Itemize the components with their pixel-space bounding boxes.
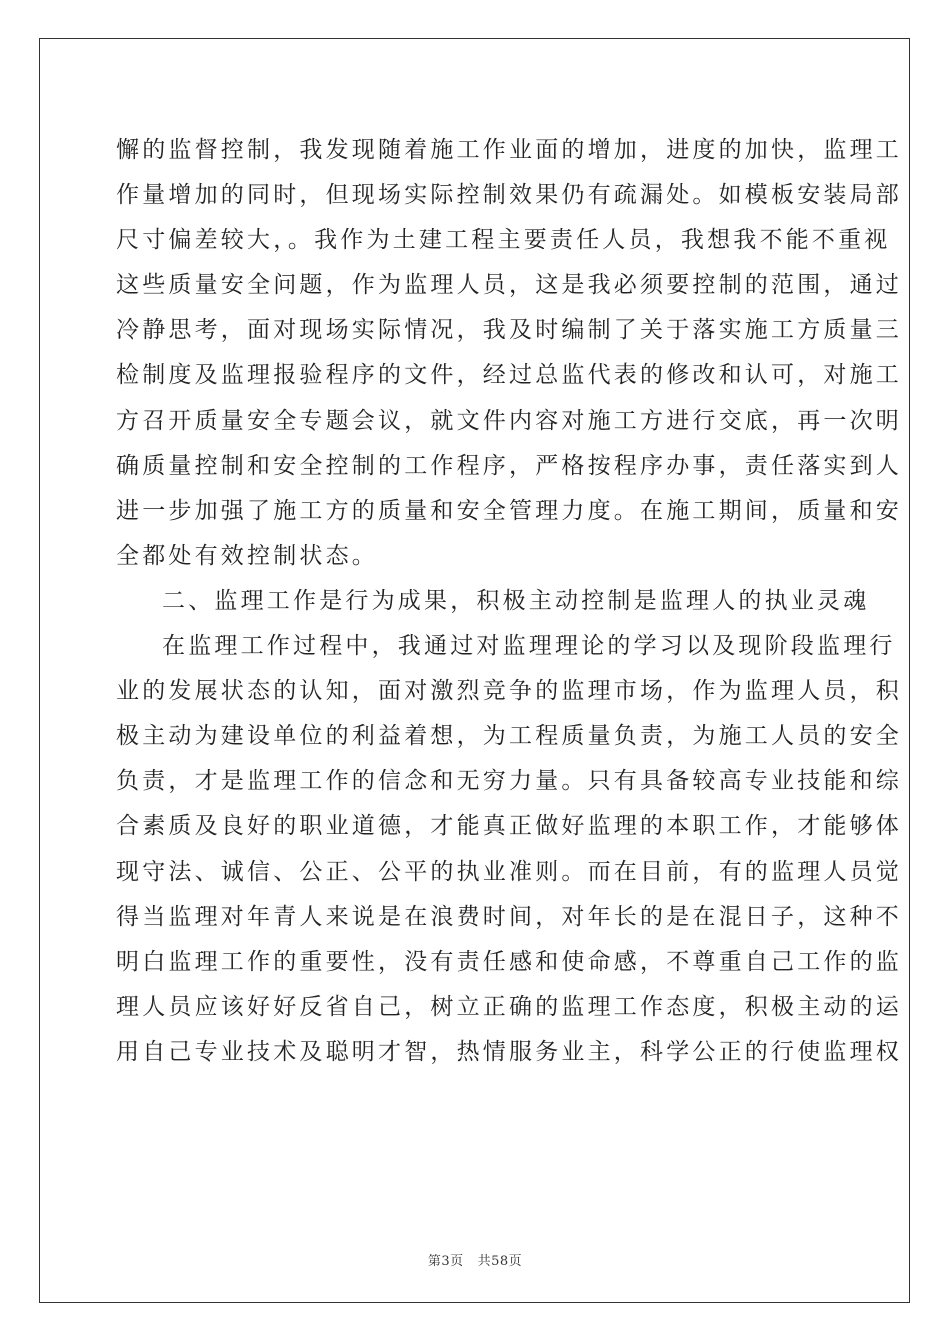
text-line: 尺寸偏差较大，。我作为土建工程主要责任人员，我想我不能不重视 — [116, 227, 891, 254]
text-line: 极主动为建设单位的利益着想，为工程质量负责，为施工人员的安全 — [116, 723, 902, 750]
text-line: 理人员应该好好反省自己，树立正确的监理工作态度，积极主动的运 — [116, 993, 902, 1020]
text-line: 冷静思考，面对现场实际情况，我及时编制了关于落实施工方质量三 — [116, 317, 902, 344]
text-line: 全都处有效控制状态。 — [116, 542, 378, 569]
text-line: 明白监理工作的重要性，没有责任感和使命感，不尊重自己工作的监 — [116, 948, 902, 975]
page-footer — [0, 1250, 950, 1269]
text-line: 合素质及良好的职业道德，才能真正做好监理的本职工作，才能够体 — [116, 813, 902, 840]
text-line: 得当监理对年青人来说是在浪费时间，对年长的是在混日子，这种不 — [116, 903, 902, 930]
page-number: 第3页 — [427, 1254, 464, 1269]
text-line: 用自己专业技术及聪明才智，热情服务业主，科学公正的行使监理权 — [116, 1038, 902, 1065]
document-body — [116, 128, 902, 1075]
text-line: 作量增加的同时，但现场实际控制效果仍有疏漏处。如模板安装局部 — [116, 182, 902, 209]
page-total: 共58页 — [477, 1254, 523, 1269]
text-line: 这些质量安全问题，作为监理人员，这是我必须要控制的范围，通过 — [116, 272, 902, 299]
text-line: 业的发展状态的认知，面对激烈竞争的监理市场，作为监理人员，积 — [116, 678, 902, 705]
text-line: 懈的监督控制，我发现随着施工作业面的增加，进度的加快，监理工 — [116, 137, 902, 163]
text-line: 现守法、诚信、公正、公平的执业准则。而在目前，有的监理人员觉 — [116, 858, 902, 885]
text-line: 确质量控制和安全控制的工作程序，严格按程序办事，责任落实到人 — [116, 452, 902, 479]
text-line: 负责，才是监理工作的信念和无穷力量。只有具备较高专业技能和综 — [116, 768, 902, 795]
text-line: 进一步加强了施工方的质量和安全管理力度。在施工期间，质量和安 — [116, 497, 902, 524]
text-line: 二、监理工作是行为成果，积极主动控制是监理人的执业灵魂 — [162, 587, 870, 614]
text-line: 方召开质量安全专题会议，就文件内容对施工方进行交底，再一次明 — [116, 407, 902, 434]
text-line: 检制度及监理报验程序的文件，经过总监代表的修改和认可，对施工 — [116, 362, 902, 389]
text-line: 在监理工作过程中，我通过对监理理论的学习以及现阶段监理行 — [162, 633, 896, 660]
